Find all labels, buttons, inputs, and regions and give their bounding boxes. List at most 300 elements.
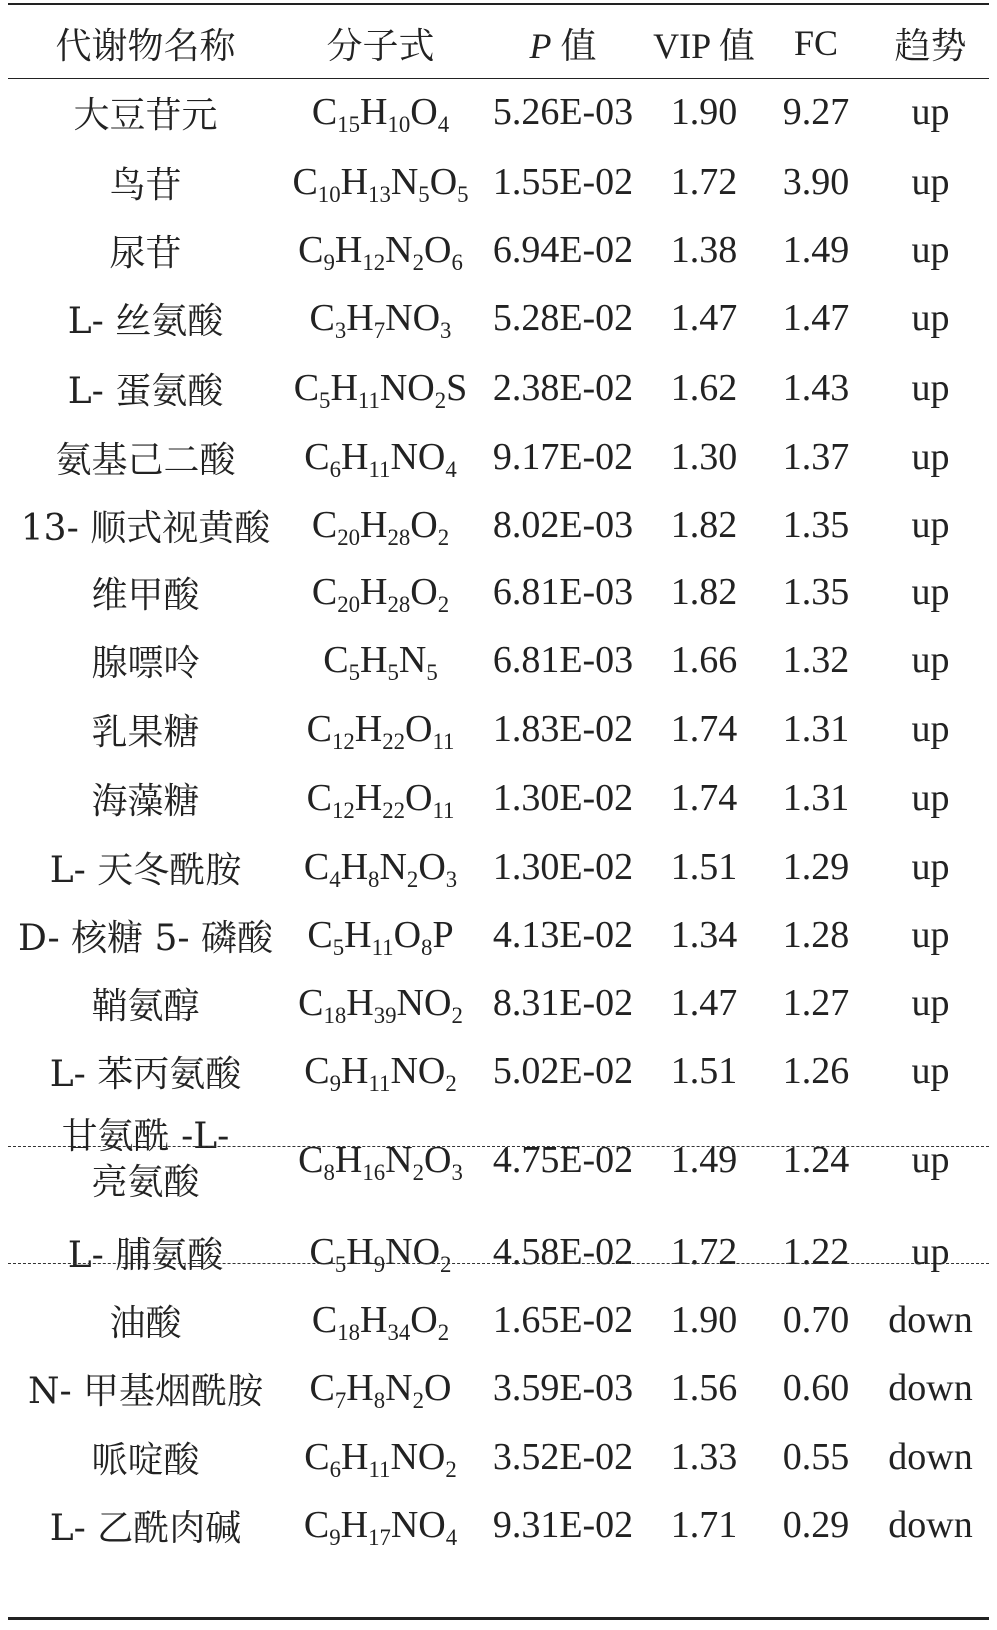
trend-value: up bbox=[911, 1139, 950, 1181]
fc-value: 1.47 bbox=[782, 297, 850, 339]
table-row bbox=[8, 698, 989, 760]
formula-element: C bbox=[298, 1139, 324, 1181]
dashed-separator-1 bbox=[8, 1146, 989, 1147]
formula-element: C bbox=[298, 982, 324, 1024]
formula-element: H bbox=[341, 1050, 369, 1092]
molecular-formula bbox=[283, 845, 478, 892]
table-row bbox=[8, 1426, 989, 1488]
formula-subscript: 6 bbox=[329, 1456, 342, 1482]
formula-element: C bbox=[304, 436, 330, 478]
formula-subscript: 3 bbox=[451, 1159, 463, 1185]
formula-element: NO bbox=[390, 436, 446, 478]
formula-subscript: 11 bbox=[368, 1070, 391, 1096]
vip-value: 1.33 bbox=[670, 1436, 738, 1478]
p-value: 3.59E-03 bbox=[492, 1367, 634, 1409]
metabolite-name: D- 核糖 5- 磷酸 bbox=[17, 917, 274, 959]
formula-subscript: 6 bbox=[451, 249, 463, 275]
formula-element: H bbox=[340, 846, 369, 888]
formula-element: C bbox=[304, 1436, 330, 1478]
p-value: 4.75E-02 bbox=[492, 1139, 634, 1181]
table-row bbox=[8, 1040, 989, 1102]
formula-element: C bbox=[292, 161, 318, 203]
vip-value: 1.74 bbox=[670, 777, 738, 819]
formula-subscript: 12 bbox=[331, 728, 355, 754]
molecular-formula bbox=[283, 90, 478, 137]
header-p-letter: P bbox=[529, 25, 552, 66]
molecular-formula bbox=[283, 1503, 478, 1550]
metabolite-name: L- 乙酰肉碱 bbox=[49, 1507, 242, 1549]
trend-value: down bbox=[888, 1436, 973, 1478]
formula-element: O bbox=[424, 1139, 452, 1181]
trend-value: up bbox=[911, 229, 950, 271]
molecular-formula bbox=[283, 160, 478, 207]
molecular-formula bbox=[283, 1366, 478, 1413]
vip-value: 1.74 bbox=[670, 708, 738, 750]
fc-value: 1.43 bbox=[782, 367, 850, 409]
metabolite-name: 维甲酸 bbox=[91, 574, 200, 616]
formula-subscript: 4 bbox=[437, 111, 450, 137]
vip-value: 1.47 bbox=[670, 982, 738, 1024]
formula-element: H bbox=[346, 982, 374, 1024]
formula-element: H bbox=[330, 367, 358, 409]
vip-value: 1.82 bbox=[670, 504, 738, 546]
metabolite-name bbox=[8, 1114, 283, 1206]
formula-subscript: 8 bbox=[421, 934, 433, 960]
fc-value: 0.29 bbox=[782, 1504, 850, 1546]
formula-subscript: 6 bbox=[329, 456, 342, 482]
formula-element: O bbox=[410, 571, 438, 613]
table-row bbox=[8, 1494, 989, 1556]
table-row bbox=[8, 1357, 989, 1419]
p-value: 4.58E-02 bbox=[492, 1231, 634, 1273]
vip-value: 1.30 bbox=[670, 436, 738, 478]
trend-value: up bbox=[911, 91, 950, 133]
fc-value: 0.60 bbox=[782, 1367, 850, 1409]
formula-subscript: 2 bbox=[451, 1002, 463, 1028]
formula-subscript: 28 bbox=[387, 591, 411, 617]
formula-subscript: 2 bbox=[437, 1319, 450, 1345]
vip-value: 1.90 bbox=[670, 1299, 738, 1341]
vip-value: 1.71 bbox=[670, 1504, 738, 1546]
molecular-formula bbox=[283, 776, 478, 823]
formula-subscript: 9 bbox=[323, 249, 335, 275]
p-value: 1.65E-02 bbox=[492, 1299, 634, 1341]
p-value: 8.31E-02 bbox=[492, 982, 634, 1024]
formula-element: C bbox=[323, 639, 349, 681]
formula-subscript: 4 bbox=[445, 456, 457, 482]
vip-value: 1.47 bbox=[670, 297, 738, 339]
fc-value: 0.70 bbox=[782, 1299, 850, 1341]
formula-element: H bbox=[360, 639, 388, 681]
fc-value: 9.27 bbox=[782, 91, 850, 133]
molecular-formula bbox=[283, 638, 478, 685]
formula-element: N bbox=[385, 229, 413, 271]
formula-element: N bbox=[390, 161, 419, 203]
formula-element: C bbox=[303, 1504, 330, 1546]
table-row bbox=[8, 1104, 989, 1216]
formula-element: O bbox=[410, 1299, 438, 1341]
p-value: 5.28E-02 bbox=[492, 297, 634, 339]
formula-element: O bbox=[405, 708, 433, 750]
formula-element: H bbox=[340, 1504, 369, 1546]
metabolite-name: L- 丝氨酸 bbox=[67, 300, 224, 342]
trend-value: up bbox=[911, 436, 950, 478]
vip-value: 1.90 bbox=[670, 91, 738, 133]
formula-element: S bbox=[446, 367, 468, 409]
trend-value: up bbox=[911, 571, 950, 613]
vip-value: 1.51 bbox=[670, 846, 738, 888]
trend-value: up bbox=[911, 1231, 950, 1273]
metabolite-name: L- 天冬酰胺 bbox=[49, 849, 242, 891]
metabolite-name: 海藻糖 bbox=[91, 780, 200, 822]
table-row bbox=[8, 836, 989, 898]
formula-subscript: 11 bbox=[357, 387, 380, 413]
formula-subscript: 17 bbox=[368, 1524, 391, 1550]
fc-value: 1.37 bbox=[782, 436, 850, 478]
formula-subscript: 11 bbox=[432, 797, 455, 823]
formula-subscript: 8 bbox=[373, 1387, 386, 1413]
p-value: 1.55E-02 bbox=[492, 161, 634, 203]
fc-value: 1.31 bbox=[782, 777, 850, 819]
formula-element: H bbox=[334, 229, 363, 271]
table-row bbox=[8, 629, 989, 691]
formula-subscript: 5 bbox=[319, 387, 331, 413]
trend-value: up bbox=[911, 297, 950, 339]
table-row bbox=[8, 1289, 989, 1351]
p-value: 1.30E-02 bbox=[492, 777, 634, 819]
formula-subscript: 2 bbox=[437, 524, 450, 550]
formula-subscript: 22 bbox=[382, 728, 405, 754]
formula-element: NO bbox=[379, 367, 435, 409]
table-row bbox=[8, 219, 989, 281]
fc-value: 1.35 bbox=[782, 504, 850, 546]
vip-value: 1.66 bbox=[670, 639, 738, 681]
metabolite-name: 尿苷 bbox=[109, 232, 182, 274]
p-value: 8.02E-03 bbox=[492, 504, 634, 546]
metabolite-name: 油酸 bbox=[109, 1302, 182, 1344]
metabolite-name: L- 蛋氨酸 bbox=[67, 370, 224, 412]
formula-subscript: 5 bbox=[418, 181, 430, 207]
formula-subscript: 5 bbox=[332, 934, 345, 960]
metabolite-name: 13- 顺式视黄酸 bbox=[20, 507, 271, 549]
formula-subscript: 9 bbox=[329, 1524, 341, 1550]
formula-subscript: 22 bbox=[382, 797, 405, 823]
formula-element: C bbox=[304, 1050, 330, 1092]
header-name: 代谢物名称 bbox=[55, 25, 236, 67]
formula-subscript: 18 bbox=[323, 1002, 347, 1028]
formula-subscript: 10 bbox=[387, 111, 411, 137]
metabolite-name: 氨基己二酸 bbox=[55, 439, 236, 481]
formula-element: N bbox=[385, 1139, 413, 1181]
fc-value: 1.29 bbox=[782, 846, 850, 888]
formula-element: H bbox=[341, 1436, 369, 1478]
formula-element: NO bbox=[385, 1231, 441, 1273]
formula-subscript: 4 bbox=[445, 1524, 458, 1550]
trend-value: up bbox=[911, 914, 950, 956]
formula-element: C bbox=[309, 1367, 335, 1409]
metabolite-name: 鸟苷 bbox=[109, 164, 182, 206]
formula-element: H bbox=[340, 161, 369, 203]
table-row bbox=[8, 287, 989, 349]
formula-subscript: 13 bbox=[368, 181, 391, 207]
molecular-formula bbox=[283, 366, 478, 413]
trend-value: up bbox=[911, 367, 950, 409]
formula-subscript: 2 bbox=[434, 387, 447, 413]
formula-element: H bbox=[360, 571, 388, 613]
formula-element: C bbox=[306, 708, 332, 750]
table-row bbox=[8, 904, 989, 966]
formula-subscript: 11 bbox=[368, 1456, 391, 1482]
trend-value: up bbox=[911, 846, 950, 888]
molecular-formula bbox=[283, 570, 478, 617]
fc-value: 1.27 bbox=[782, 982, 850, 1024]
metabolite-name: 大豆苷元 bbox=[73, 94, 218, 136]
vip-value: 1.51 bbox=[670, 1050, 738, 1092]
table-row bbox=[8, 426, 989, 488]
trend-value: up bbox=[911, 504, 950, 546]
formula-element: O bbox=[424, 229, 452, 271]
molecular-formula bbox=[283, 435, 478, 482]
formula-subscript: 12 bbox=[362, 249, 386, 275]
formula-element: H bbox=[344, 914, 372, 956]
formula-element: C bbox=[303, 846, 330, 888]
p-value: 5.02E-02 bbox=[492, 1050, 634, 1092]
vip-value: 1.62 bbox=[670, 367, 738, 409]
formula-element: C bbox=[311, 504, 338, 546]
table-row bbox=[8, 561, 989, 623]
formula-subscript: 7 bbox=[373, 317, 386, 343]
metabolite-name-line: 亮氨酸 bbox=[91, 1162, 200, 1203]
metabolite-name: L- 苯丙氨酸 bbox=[49, 1053, 242, 1095]
molecular-formula bbox=[283, 228, 478, 275]
fc-value: 1.31 bbox=[782, 708, 850, 750]
formula-subscript: 5 bbox=[387, 659, 399, 685]
formula-subscript: 39 bbox=[373, 1002, 397, 1028]
formula-element: C bbox=[311, 571, 338, 613]
formula-element: C bbox=[309, 297, 335, 339]
molecular-formula bbox=[283, 1230, 478, 1277]
formula-subscript: 2 bbox=[445, 1070, 457, 1096]
formula-subscript: 4 bbox=[329, 866, 341, 892]
fc-value: 1.26 bbox=[782, 1050, 850, 1092]
formula-subscript: 5 bbox=[348, 659, 361, 685]
fc-value: 1.22 bbox=[782, 1231, 850, 1273]
trend-value: up bbox=[911, 982, 950, 1024]
p-value: 6.81E-03 bbox=[492, 571, 634, 613]
formula-element: O bbox=[405, 777, 433, 819]
formula-subscript: 2 bbox=[437, 591, 450, 617]
formula-subscript: 2 bbox=[440, 1251, 452, 1277]
formula-element: O bbox=[429, 161, 458, 203]
formula-element: NO bbox=[396, 982, 452, 1024]
molecular-formula bbox=[283, 981, 478, 1028]
formula-subscript: 9 bbox=[329, 1070, 342, 1096]
header-formula: 分子式 bbox=[326, 25, 435, 67]
formula-element: O bbox=[410, 91, 438, 133]
table-row bbox=[8, 151, 989, 213]
molecular-formula bbox=[283, 1435, 478, 1482]
molecular-formula bbox=[283, 296, 478, 343]
formula-subscript: 15 bbox=[337, 111, 361, 137]
table-row bbox=[8, 81, 989, 143]
trend-value: down bbox=[888, 1299, 973, 1341]
p-value: 9.17E-02 bbox=[492, 436, 634, 478]
formula-element: C bbox=[311, 91, 338, 133]
formula-element: H bbox=[346, 1231, 374, 1273]
table-row bbox=[8, 767, 989, 829]
formula-subscript: 2 bbox=[445, 1456, 457, 1482]
table-row bbox=[8, 972, 989, 1034]
formula-element: H bbox=[346, 297, 374, 339]
formula-subscript: 9 bbox=[373, 1251, 386, 1277]
formula-subscript: 8 bbox=[323, 1159, 335, 1185]
fc-value: 1.28 bbox=[782, 914, 850, 956]
formula-subscript: 20 bbox=[337, 591, 361, 617]
formula-element: H bbox=[360, 1299, 388, 1341]
table-row bbox=[8, 1221, 989, 1283]
formula-subscript: 3 bbox=[334, 317, 347, 343]
p-value: 1.30E-02 bbox=[492, 846, 634, 888]
molecular-formula bbox=[283, 1298, 478, 1345]
fc-value: 0.55 bbox=[782, 1436, 850, 1478]
formula-element: C bbox=[306, 777, 332, 819]
header-p-suffix: 值 bbox=[560, 25, 597, 67]
formula-subscript: 20 bbox=[337, 524, 361, 550]
formula-element: N bbox=[379, 846, 407, 888]
formula-subscript: 12 bbox=[331, 797, 355, 823]
trend-value: up bbox=[911, 1050, 950, 1092]
p-value: 1.83E-02 bbox=[492, 708, 634, 750]
fc-value: 1.49 bbox=[782, 229, 850, 271]
formula-element: C bbox=[309, 1231, 335, 1273]
p-value: 4.13E-02 bbox=[492, 914, 634, 956]
fc-value: 1.35 bbox=[782, 571, 850, 613]
formula-subscript: 11 bbox=[371, 934, 394, 960]
formula-subscript: 7 bbox=[334, 1387, 347, 1413]
trend-value: down bbox=[888, 1367, 973, 1409]
formula-subscript: 5 bbox=[457, 181, 469, 207]
formula-element: NO bbox=[390, 1436, 446, 1478]
formula-subscript: 11 bbox=[368, 456, 391, 482]
metabolite-name: 鞘氨醇 bbox=[91, 985, 200, 1027]
fc-value: 1.24 bbox=[782, 1139, 850, 1181]
formula-element: C bbox=[311, 1299, 338, 1341]
vip-value: 1.38 bbox=[670, 229, 738, 271]
fc-value: 3.90 bbox=[782, 161, 850, 203]
metabolite-name: N- 甲基烟酰胺 bbox=[27, 1370, 264, 1412]
p-value: 6.81E-03 bbox=[492, 639, 634, 681]
formula-subscript: 3 bbox=[445, 866, 458, 892]
formula-element: O bbox=[424, 1367, 452, 1409]
molecular-formula bbox=[283, 503, 478, 550]
formula-element: O bbox=[410, 504, 438, 546]
formula-element: C bbox=[298, 229, 324, 271]
formula-element: H bbox=[354, 708, 383, 750]
formula-subscript: 10 bbox=[317, 181, 341, 207]
formula-subscript: 11 bbox=[432, 728, 455, 754]
p-value: 9.31E-02 bbox=[492, 1504, 634, 1546]
formula-element: O bbox=[418, 846, 446, 888]
molecular-formula bbox=[283, 707, 478, 754]
dashed-separator-2 bbox=[8, 1263, 989, 1264]
vip-value: 1.72 bbox=[670, 161, 738, 203]
formula-subscript: 2 bbox=[406, 866, 419, 892]
trend-value: up bbox=[911, 777, 950, 819]
p-value: 2.38E-02 bbox=[492, 367, 634, 409]
top-rule bbox=[8, 3, 989, 5]
formula-subscript: 34 bbox=[387, 1319, 411, 1345]
formula-subscript: 3 bbox=[440, 317, 452, 343]
metabolite-name: L- 脯氨酸 bbox=[67, 1234, 224, 1276]
formula-subscript: 5 bbox=[334, 1251, 347, 1277]
metabolite-name: 哌啶酸 bbox=[91, 1439, 200, 1481]
formula-element: H bbox=[341, 436, 369, 478]
formula-element: H bbox=[334, 1139, 363, 1181]
formula-element: C bbox=[293, 367, 320, 409]
molecular-formula bbox=[283, 1138, 478, 1185]
formula-element: NO bbox=[390, 1504, 446, 1546]
trend-value: down bbox=[888, 1504, 973, 1546]
formula-subscript: 2 bbox=[412, 1159, 424, 1185]
formula-element: P bbox=[432, 914, 454, 956]
formula-element: H bbox=[354, 777, 383, 819]
formula-element: O bbox=[393, 914, 422, 956]
formula-subscript: 16 bbox=[362, 1159, 386, 1185]
header-fc: FC bbox=[793, 23, 839, 63]
table-row bbox=[8, 494, 989, 556]
header-p-value bbox=[478, 18, 648, 69]
formula-subscript: 2 bbox=[412, 1387, 425, 1413]
vip-value: 1.56 bbox=[670, 1367, 738, 1409]
header-trend: 趋势 bbox=[894, 25, 967, 67]
formula-subscript: 5 bbox=[426, 659, 438, 685]
header-row bbox=[8, 12, 989, 74]
molecular-formula bbox=[283, 1049, 478, 1096]
formula-subscript: 2 bbox=[412, 249, 424, 275]
table-row bbox=[8, 357, 989, 419]
fc-value: 1.32 bbox=[782, 639, 850, 681]
formula-element: H bbox=[346, 1367, 374, 1409]
vip-value: 1.82 bbox=[670, 571, 738, 613]
bottom-rule bbox=[8, 1617, 989, 1620]
formula-element: C bbox=[307, 914, 333, 956]
p-value: 6.94E-02 bbox=[492, 229, 634, 271]
formula-element: N bbox=[385, 1367, 413, 1409]
metabolite-name-line: 甘氨酰 -L- bbox=[61, 1116, 230, 1157]
metabolite-name: 乳果糖 bbox=[91, 711, 200, 753]
formula-subscript: 8 bbox=[368, 866, 380, 892]
formula-element: H bbox=[360, 91, 388, 133]
formula-subscript: 28 bbox=[387, 524, 411, 550]
formula-element: NO bbox=[390, 1050, 446, 1092]
formula-element: N bbox=[398, 639, 427, 681]
formula-element: NO bbox=[385, 297, 441, 339]
p-value: 3.52E-02 bbox=[492, 1436, 634, 1478]
header-vip: VIP 值 bbox=[653, 25, 755, 66]
molecular-formula bbox=[283, 913, 478, 960]
vip-value: 1.72 bbox=[670, 1231, 738, 1273]
formula-subscript: 18 bbox=[337, 1319, 361, 1345]
vip-value: 1.49 bbox=[670, 1139, 738, 1181]
metabolite-name: 腺嘌呤 bbox=[91, 642, 200, 684]
trend-value: up bbox=[911, 708, 950, 750]
trend-value: up bbox=[911, 161, 950, 203]
trend-value: up bbox=[911, 639, 950, 681]
header-rule bbox=[8, 78, 989, 79]
p-value: 5.26E-03 bbox=[492, 91, 634, 133]
formula-element: H bbox=[360, 504, 388, 546]
vip-value: 1.34 bbox=[670, 914, 738, 956]
